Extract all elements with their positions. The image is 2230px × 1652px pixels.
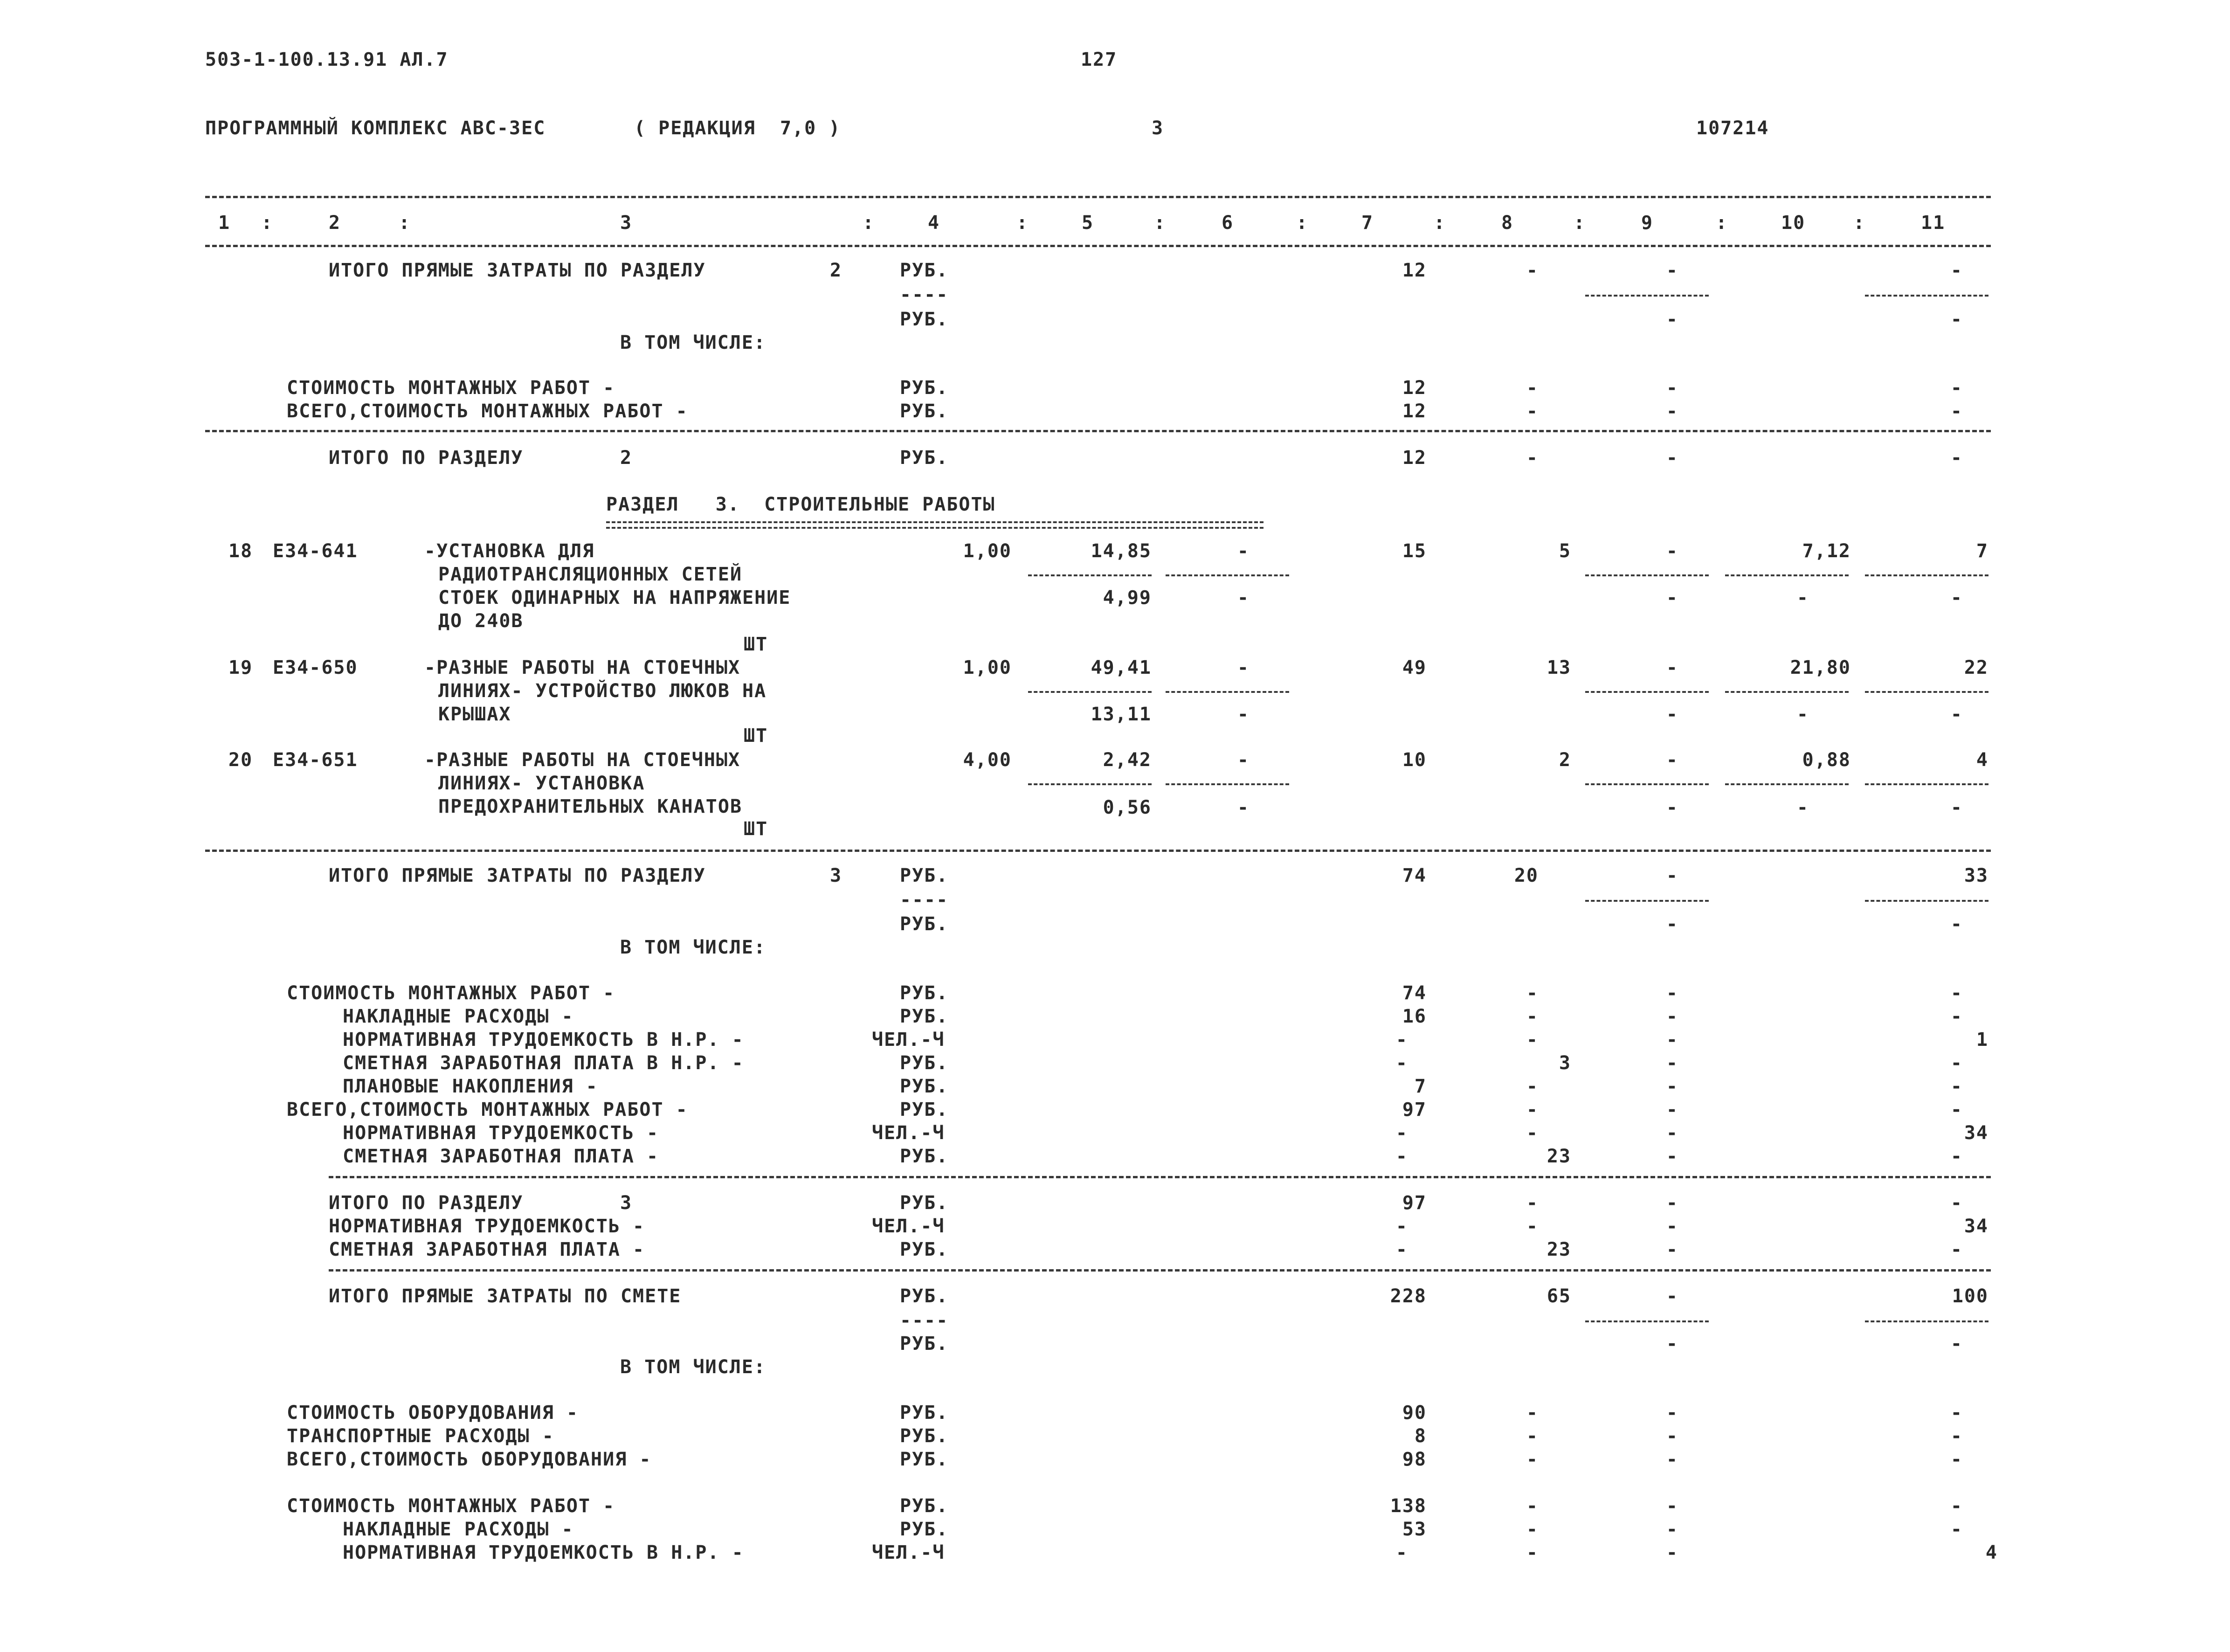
item-description: ДО 240В — [438, 610, 524, 632]
header-bottom-rule — [205, 245, 1991, 247]
column-header: 1 — [218, 212, 231, 234]
row-unit: ЧЕЛ.-Ч — [872, 1122, 945, 1144]
cell-c7: 16 — [1402, 1006, 1427, 1027]
column-separators: : — [1434, 212, 1446, 234]
cell-c11: 7 — [1976, 540, 1988, 562]
cell-c8: - — [1526, 1029, 1539, 1051]
cell-c7: 97 — [1402, 1099, 1427, 1120]
column-separators: : — [1016, 212, 1029, 234]
row-label: СМЕТНАЯ ЗАРАБОТНАЯ ПЛАТА - — [329, 1239, 645, 1260]
cell-c10: - — [1796, 587, 1809, 608]
cell-c5: 2,42 — [1103, 749, 1152, 771]
cell-c7: 8 — [1414, 1425, 1427, 1447]
row-label: СТОИМОСТЬ МОНТАЖНЫХ РАБОТ - — [287, 377, 615, 399]
cell-c11: - — [1950, 1495, 1963, 1517]
row-unit: РУБ. — [900, 1333, 949, 1355]
cell-c8: 3 — [1559, 1052, 1571, 1074]
document-code: 503-1-100.13.91 АЛ.7 — [205, 49, 449, 70]
cell-c9: - — [1666, 1052, 1678, 1074]
cell-rule — [1585, 900, 1709, 902]
row-subrule: ---- — [900, 284, 949, 305]
row-label: ИТОГО ПРЯМЫЕ ЗАТРАТЫ ПО РАЗДЕЛУ — [329, 260, 706, 281]
cell-c11: 4 — [1985, 1542, 1998, 1563]
cell-c9: - — [1666, 309, 1678, 330]
cell-c11: - — [1950, 1099, 1963, 1120]
cell-c8: - — [1526, 260, 1539, 281]
row-unit: РУБ. — [900, 1052, 949, 1074]
cell-c9: - — [1666, 1099, 1678, 1120]
cell-rule — [1725, 691, 1849, 693]
cell-c8: - — [1526, 1076, 1539, 1097]
row-unit: РУБ. — [900, 1402, 949, 1424]
cell-c7: 7 — [1414, 1076, 1427, 1097]
row-unit: РУБ. — [900, 865, 949, 886]
cell-c11: - — [1950, 982, 1963, 1004]
cell-c7: - — [1395, 1122, 1408, 1144]
cell-c7: 74 — [1402, 865, 1427, 886]
cell-c8: 5 — [1559, 540, 1571, 562]
subsection-label: В ТОМ ЧИСЛЕ: — [620, 1356, 766, 1378]
cell-c5: 13,11 — [1091, 704, 1152, 725]
cell-rule — [1865, 295, 1988, 297]
row-label: НАКЛАДНЫЕ РАСХОДЫ - — [343, 1519, 574, 1540]
item-description: -РАЗНЫЕ РАБОТЫ НА СТОЕЧНЫХ — [424, 657, 741, 678]
cell-c8: - — [1526, 1192, 1539, 1214]
cell-c11: - — [1950, 377, 1963, 399]
row-unit: РУБ. — [900, 1099, 949, 1120]
cell-rule — [1865, 691, 1988, 693]
item-description: -УСТАНОВКА ДЛЯ — [424, 540, 595, 562]
cell-c6: - — [1237, 540, 1250, 562]
cell-rule — [1865, 1320, 1988, 1322]
cell-rule — [1725, 783, 1849, 785]
cell-c4: 4,00 — [963, 749, 1012, 771]
cell-c9: - — [1666, 1333, 1678, 1355]
item-number: 18 — [228, 540, 253, 562]
item-number: 20 — [228, 749, 253, 771]
cell-c7: - — [1395, 1239, 1408, 1260]
cell-c8: - — [1526, 1006, 1539, 1027]
cell-c11: - — [1950, 704, 1963, 725]
cell-c8: 2 — [1559, 749, 1571, 771]
row-label: СТОИМОСТЬ МОНТАЖНЫХ РАБОТ - — [287, 1495, 615, 1517]
item-code: Е34-651 — [273, 749, 358, 771]
cell-c11: - — [1950, 1402, 1963, 1424]
cell-c9: - — [1666, 1286, 1678, 1307]
cell-c9: - — [1666, 704, 1678, 725]
row-unit: РУБ. — [900, 1449, 949, 1470]
item-code: Е34-641 — [273, 540, 358, 562]
cell-c9: - — [1666, 865, 1678, 886]
section-rule — [205, 850, 1991, 852]
cell-c8: - — [1526, 982, 1539, 1004]
item-description: РАДИОТРАНСЛЯЦИОННЫХ СЕТЕЙ — [438, 564, 743, 585]
cell-c6: - — [1237, 704, 1250, 725]
sheet-number: 3 — [1152, 118, 1164, 139]
cell-c4: 1,00 — [963, 540, 1012, 562]
row-label: ПЛАНОВЫЕ НАКОПЛЕНИЯ - — [343, 1076, 598, 1097]
cell-c11: - — [1950, 1006, 1963, 1027]
section-title-underline — [606, 521, 1263, 523]
cell-c5: 4,99 — [1103, 587, 1152, 608]
cell-c7: - — [1395, 1216, 1408, 1237]
column-header: 4 — [928, 212, 940, 234]
item-unit: ШТ — [744, 818, 768, 840]
item-unit: ШТ — [744, 634, 768, 655]
cell-rule — [1585, 691, 1709, 693]
cell-c8: 65 — [1547, 1286, 1571, 1307]
cell-c11: - — [1950, 260, 1963, 281]
section-rule — [205, 430, 1991, 432]
cell-c7: 10 — [1402, 749, 1427, 771]
cell-c11: - — [1950, 1052, 1963, 1074]
item-description: ПРЕДОХРАНИТЕЛЬНЫХ КАНАТОВ — [438, 796, 743, 817]
cell-c9: - — [1666, 913, 1678, 935]
item-description: ЛИНИЯХ- УСТАНОВКА — [438, 773, 645, 794]
program-edition: ( РЕДАКЦИЯ 7,0 ) — [634, 118, 841, 139]
cell-c7: - — [1395, 1052, 1408, 1074]
item-description: ЛИНИЯХ- УСТРОЙСТВО ЛЮКОВ НА — [438, 680, 767, 702]
cell-c9: - — [1666, 1239, 1678, 1260]
row-label: НАКЛАДНЫЕ РАСХОДЫ - — [343, 1006, 574, 1027]
cell-c11: - — [1950, 1519, 1963, 1540]
row-subrule: ---- — [900, 1310, 949, 1331]
row-unit: РУБ. — [900, 377, 949, 399]
item-description: КРЫШАХ — [438, 704, 511, 725]
cell-c9: - — [1666, 797, 1678, 818]
cell-c8: 20 — [1514, 865, 1539, 886]
cell-c7: 138 — [1390, 1495, 1427, 1517]
cell-c11: - — [1950, 1449, 1963, 1470]
cell-c11: - — [1950, 587, 1963, 608]
page-number: 127 — [1081, 49, 1118, 70]
row-unit: РУБ. — [900, 1146, 949, 1167]
row-label: ВСЕГО,СТОИМОСТЬ МОНТАЖНЫХ РАБОТ - — [287, 1099, 688, 1120]
cell-c11: - — [1950, 1333, 1963, 1355]
cell-c8: - — [1526, 1449, 1539, 1470]
cell-c11: 34 — [1964, 1216, 1988, 1237]
column-header: 10 — [1781, 212, 1806, 234]
row-label: СМЕТНАЯ ЗАРАБОТНАЯ ПЛАТА В Н.Р. - — [343, 1052, 744, 1074]
cell-c9: - — [1666, 657, 1678, 678]
cell-rule — [1585, 574, 1709, 576]
cell-c11: - — [1950, 913, 1963, 935]
column-separators: : — [1574, 212, 1586, 234]
row-label: ИТОГО ПО РАЗДЕЛУ — [329, 1192, 524, 1214]
cell-c8: - — [1526, 1122, 1539, 1144]
cell-c9: - — [1666, 1402, 1678, 1424]
row-unit: РУБ. — [900, 913, 949, 935]
row-unit: РУБ. — [900, 1286, 949, 1307]
row-label: ИТОГО ПРЯМЫЕ ЗАТРАТЫ ПО РАЗДЕЛУ — [329, 865, 706, 886]
section-rule — [329, 1176, 1991, 1178]
cell-c8: - — [1526, 447, 1539, 469]
cell-c6: - — [1237, 749, 1250, 771]
cell-c7: 12 — [1402, 401, 1427, 422]
row-unit: ЧЕЛ.-Ч — [872, 1029, 945, 1051]
cell-c11: - — [1950, 309, 1963, 330]
row-label: ИТОГО ПРЯМЫЕ ЗАТРАТЫ ПО СМЕТЕ — [329, 1286, 682, 1307]
cell-c11: - — [1950, 1425, 1963, 1447]
cell-c9: - — [1666, 1449, 1678, 1470]
row-unit: ЧЕЛ.-Ч — [872, 1542, 945, 1563]
cell-c11: 1 — [1976, 1029, 1988, 1051]
row-label: НОРМАТИВНАЯ ТРУДОЕМКОСТЬ - — [329, 1216, 645, 1237]
cell-c5: 49,41 — [1091, 657, 1152, 678]
cell-c7: 74 — [1402, 982, 1427, 1004]
row-label: ТРАНСПОРТНЫЕ РАСХОДЫ - — [287, 1425, 554, 1447]
column-header: 8 — [1501, 212, 1514, 234]
cell-c7: 53 — [1402, 1519, 1427, 1540]
row-unit: РУБ. — [900, 401, 949, 422]
column-header: 11 — [1921, 212, 1946, 234]
row-number: 2 — [830, 260, 842, 281]
item-number: 19 — [228, 657, 253, 678]
cell-c11: - — [1950, 1076, 1963, 1097]
cell-rule — [1585, 295, 1709, 297]
cell-c9: - — [1666, 1519, 1678, 1540]
row-number: 3 — [830, 865, 842, 886]
cell-c10: - — [1796, 704, 1809, 725]
cell-c5: 0,56 — [1103, 797, 1152, 818]
cell-c7: 15 — [1402, 540, 1427, 562]
cell-rule — [1865, 783, 1988, 785]
cell-rule — [1585, 1320, 1709, 1322]
cell-c9: - — [1666, 1006, 1678, 1027]
cell-c10: 21,80 — [1790, 657, 1851, 678]
cell-rule — [1166, 691, 1289, 693]
cell-c8: - — [1526, 1495, 1539, 1517]
document-id: 107214 — [1696, 118, 1769, 139]
row-unit: РУБ. — [900, 1425, 949, 1447]
column-header: 6 — [1222, 212, 1234, 234]
cell-c8: - — [1526, 401, 1539, 422]
item-description: -РАЗНЫЕ РАБОТЫ НА СТОЕЧНЫХ — [424, 749, 741, 771]
row-unit: РУБ. — [900, 309, 949, 330]
cell-c8: - — [1526, 1402, 1539, 1424]
table-top-rule — [205, 196, 1991, 198]
cell-c4: 1,00 — [963, 657, 1012, 678]
cell-c11: 33 — [1964, 865, 1988, 886]
cell-c10: - — [1796, 797, 1809, 818]
cell-c9: - — [1666, 401, 1678, 422]
cell-rule — [1028, 783, 1152, 785]
cell-c9: - — [1666, 1122, 1678, 1144]
cell-c7: 12 — [1402, 377, 1427, 399]
cell-c7: 12 — [1402, 447, 1427, 469]
cell-c7: 228 — [1390, 1286, 1427, 1307]
cell-rule — [1166, 783, 1289, 785]
cell-c11: 22 — [1964, 657, 1988, 678]
cell-rule — [1028, 691, 1152, 693]
cell-c8: - — [1526, 1216, 1539, 1237]
cell-c5: 14,85 — [1091, 540, 1152, 562]
section-rule — [329, 1269, 1991, 1272]
program-name: ПРОГРАММНЫЙ КОМПЛЕКС АВС-3ЕС — [205, 118, 546, 139]
row-unit: РУБ. — [900, 1006, 949, 1027]
cell-rule — [1725, 574, 1849, 576]
row-number: 2 — [620, 447, 633, 469]
row-unit: РУБ. — [900, 982, 949, 1004]
cell-c7: 98 — [1402, 1449, 1427, 1470]
column-separators: : — [261, 212, 274, 234]
section-title: РАЗДЕЛ 3. СТРОИТЕЛЬНЫЕ РАБОТЫ — [606, 494, 995, 515]
row-label: СМЕТНАЯ ЗАРАБОТНАЯ ПЛАТА - — [343, 1146, 659, 1167]
row-label: СТОИМОСТЬ ОБОРУДОВАНИЯ - — [287, 1402, 579, 1424]
row-label: ИТОГО ПО РАЗДЕЛУ — [329, 447, 524, 469]
cell-rule — [1166, 574, 1289, 576]
cell-c11: 100 — [1952, 1286, 1988, 1307]
column-separators: : — [863, 212, 875, 234]
row-unit: РУБ. — [900, 1192, 949, 1214]
subsection-label: В ТОМ ЧИСЛЕ: — [620, 937, 766, 958]
subsection-label: В ТОМ ЧИСЛЕ: — [620, 332, 766, 353]
row-unit: РУБ. — [900, 260, 949, 281]
column-header: 3 — [620, 212, 633, 234]
row-label: ВСЕГО,СТОИМОСТЬ ОБОРУДОВАНИЯ - — [287, 1449, 652, 1470]
cell-c8: - — [1526, 377, 1539, 399]
cell-c9: - — [1666, 1216, 1678, 1237]
cell-c11: - — [1950, 401, 1963, 422]
cell-c8: - — [1526, 1099, 1539, 1120]
cell-c11: - — [1950, 1192, 1963, 1214]
row-subrule: ---- — [900, 889, 949, 911]
cell-c9: - — [1666, 587, 1678, 608]
cell-rule — [1865, 574, 1988, 576]
column-separators: : — [1716, 212, 1728, 234]
item-unit: ШТ — [744, 725, 768, 747]
cell-c9: - — [1666, 377, 1678, 399]
cell-c7: - — [1395, 1029, 1408, 1051]
cell-c9: - — [1666, 1425, 1678, 1447]
cell-c6: - — [1237, 587, 1250, 608]
cell-c9: - — [1666, 749, 1678, 771]
row-number: 3 — [620, 1192, 633, 1214]
cell-c7: 90 — [1402, 1402, 1427, 1424]
item-description: СТОЕК ОДИНАРНЫХ НА НАПРЯЖЕНИЕ — [438, 587, 791, 608]
cell-c9: - — [1666, 1495, 1678, 1517]
item-code: Е34-650 — [273, 657, 358, 678]
cell-c7: - — [1395, 1146, 1408, 1167]
cell-c11: 34 — [1964, 1122, 1988, 1144]
cell-c9: - — [1666, 1192, 1678, 1214]
cell-c11: - — [1950, 1239, 1963, 1260]
cell-c11: - — [1950, 1146, 1963, 1167]
cell-c10: 7,12 — [1802, 540, 1851, 562]
cell-c7: 49 — [1402, 657, 1427, 678]
cell-c8: - — [1526, 1519, 1539, 1540]
cell-c9: - — [1666, 540, 1678, 562]
cell-c8: - — [1526, 1542, 1539, 1563]
row-label: ВСЕГО,СТОИМОСТЬ МОНТАЖНЫХ РАБОТ - — [287, 401, 688, 422]
cell-c10: 0,88 — [1802, 749, 1851, 771]
column-separators: : — [399, 212, 411, 234]
cell-c9: - — [1666, 982, 1678, 1004]
row-label: СТОИМОСТЬ МОНТАЖНЫХ РАБОТ - — [287, 982, 615, 1004]
cell-rule — [1028, 574, 1152, 576]
cell-c9: - — [1666, 1076, 1678, 1097]
cell-c7: 12 — [1402, 260, 1427, 281]
cell-c7: - — [1395, 1542, 1408, 1563]
cell-rule — [1585, 783, 1709, 785]
row-unit: ЧЕЛ.-Ч — [872, 1216, 945, 1237]
column-header: 5 — [1082, 212, 1094, 234]
cell-c6: - — [1237, 657, 1250, 678]
row-label: НОРМАТИВНАЯ ТРУДОЕМКОСТЬ В Н.Р. - — [343, 1029, 744, 1051]
row-label: НОРМАТИВНАЯ ТРУДОЕМКОСТЬ В Н.Р. - — [343, 1542, 744, 1563]
cell-c9: - — [1666, 1542, 1678, 1563]
row-unit: РУБ. — [900, 447, 949, 469]
cell-c7: 97 — [1402, 1192, 1427, 1214]
cell-c9: - — [1666, 1029, 1678, 1051]
column-separators: : — [1296, 212, 1309, 234]
column-separators: : — [1154, 212, 1167, 234]
cell-c8: 23 — [1547, 1239, 1571, 1260]
row-label: НОРМАТИВНАЯ ТРУДОЕМКОСТЬ - — [343, 1122, 659, 1144]
cell-c8: 23 — [1547, 1146, 1571, 1167]
cell-c11: 4 — [1976, 749, 1988, 771]
row-unit: РУБ. — [900, 1076, 949, 1097]
cell-c8: - — [1526, 1425, 1539, 1447]
cell-c9: - — [1666, 1146, 1678, 1167]
cell-c9: - — [1666, 260, 1678, 281]
cell-c8: 13 — [1547, 657, 1571, 678]
section-title-underline — [606, 527, 1263, 529]
row-unit: РУБ. — [900, 1495, 949, 1517]
column-header: 7 — [1361, 212, 1374, 234]
column-separators: : — [1853, 212, 1866, 234]
cell-rule — [1865, 900, 1988, 902]
cell-c11: - — [1950, 447, 1963, 469]
row-unit: РУБ. — [900, 1519, 949, 1540]
column-header: 2 — [329, 212, 341, 234]
cell-c6: - — [1237, 797, 1250, 818]
row-unit: РУБ. — [900, 1239, 949, 1260]
cell-c11: - — [1950, 797, 1963, 818]
column-header: 9 — [1641, 212, 1654, 234]
cell-c9: - — [1666, 447, 1678, 469]
